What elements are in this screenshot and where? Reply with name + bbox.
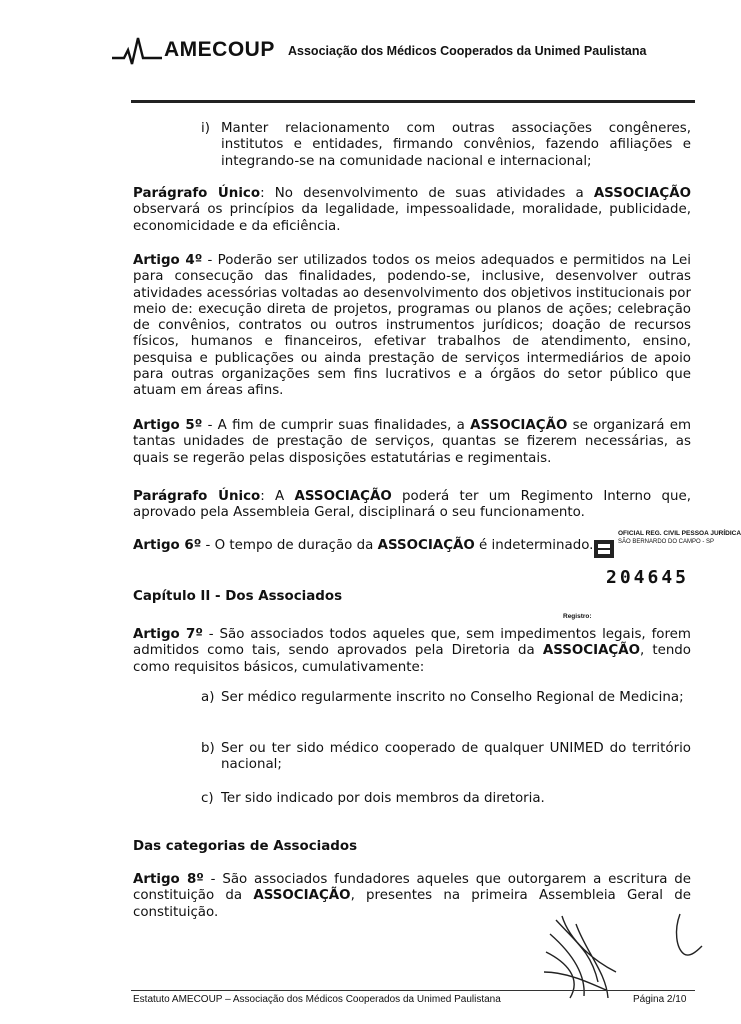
list-item-text: Manter relacionamento com outras associações congêneres, institutos e entidades, firmando convênios, fazendo afiliações e integrando-se na comunidade nacional e internacional; — [221, 121, 691, 169]
chapter-heading: Capítulo II - Dos Associados — [133, 589, 343, 604]
stamp-city: SÃO BERNARDO DO CAMPO - SP — [618, 539, 715, 545]
article-lead: Artigo 7º — [133, 627, 203, 642]
artigo-8: Artigo 8º - São associados fundadores aqueles que outorgarem a escritura de constituição da ASSOCIAÇÃO, presentes na primeira Assembleia Geral de constituição. — [133, 872, 691, 920]
registry-seal-icon — [592, 538, 616, 560]
list-item-label: a) — [201, 690, 215, 705]
artigo-7: Artigo 7º - São associados todos aqueles que, sem impedimentos legais, forem admitidos como tais, sendo aprovados pela Diretoria da ASSOCIAÇÃO, tendo como requisitos básicos, cumulativamente: — [133, 627, 692, 675]
article-lead: Artigo 4º — [133, 253, 203, 268]
list-item-label: c) — [201, 791, 214, 806]
article-lead: Artigo 8º — [133, 872, 204, 887]
article-lead: Artigo 6º — [133, 538, 202, 553]
header-divider — [131, 100, 695, 103]
footer-document-title: Estatuto AMECOUP – Associação dos Médicos Cooperados da Unimed Paulistana — [133, 994, 501, 1005]
list-item-label: i) — [201, 121, 210, 136]
signature-mark — [536, 912, 626, 1002]
stamp-registry-number: 204645 — [606, 567, 690, 588]
paragraph-lead: Parágrafo Único — [133, 489, 261, 504]
initials-mark — [668, 910, 708, 960]
brand-subtitle: Associação dos Médicos Cooperados da Unimed Paulistana — [288, 44, 647, 58]
paragrafo-unico-2: Parágrafo Único: A ASSOCIAÇÃO poderá ter um Regimento Interno que, aprovado pela Assembleia Geral, disciplinará o seu funcionamento. — [133, 489, 691, 521]
list-item-label: b) — [201, 741, 215, 756]
artigo-4: Artigo 4º - Poderão ser utilizados todos os meios adequados e permitidos na Lei para consecução das finalidades, podendo-se, inclusive, desenvolver outras atividades acessórias voltadas ao desenvolvimento dos objetivos institucionais por meio de: execução direta de projetos, programas ou planos de ações; celebração de convênios, contratos ou outros instrumentos jurídicos; doação de recursos físicos, humanos e financeiros, efetivar trabalhos de atendimento, ensino, pesquisa e publicações ou ainda prestação de serviços intermediários de apoio para outras organizações sem fins lucrativos e a órgãos do setor público que atuam em áreas afins. — [133, 253, 691, 399]
list-item-text: Ter sido indicado por dois membros da diretoria. — [221, 791, 545, 806]
ekg-pulse-icon — [112, 36, 162, 66]
stamp-office: OFICIAL REG. CIVIL PESSOA JURÍDICA — [618, 530, 741, 537]
artigo-5: Artigo 5º - A fim de cumprir suas finalidades, a ASSOCIAÇÃO se organizará em tantas unidades de prestação de serviços, quantas se fizerem necessárias, as quais se regerão pelas disposições estatutárias e regimentais. — [133, 418, 691, 466]
artigo-6: Artigo 6º - O tempo de duração da ASSOCIAÇÃO é indeterminado. — [133, 538, 594, 553]
article-lead: Artigo 5º — [133, 418, 203, 433]
footer-page-number: Página 2/10 — [633, 994, 687, 1005]
list-item-text: Ser médico regularmente inscrito no Conselho Regional de Medicina; — [221, 690, 684, 705]
section-heading: Das categorias de Associados — [133, 839, 358, 854]
footer-divider — [131, 990, 695, 991]
list-item-text: Ser ou ter sido médico cooperado de qualquer UNIMED do território nacional; — [221, 741, 691, 773]
brand-name: AMECOUP — [164, 38, 275, 61]
paragraph-lead: Parágrafo Único — [133, 186, 261, 201]
stamp-registro-label: Registro: — [563, 613, 592, 620]
paragrafo-unico-1: Parágrafo Único: No desenvolvimento de suas atividades a ASSOCIAÇÃO observará os princípios da legalidade, impessoalidade, moralidade, publicidade, economicidade e da eficiência. — [133, 186, 691, 234]
